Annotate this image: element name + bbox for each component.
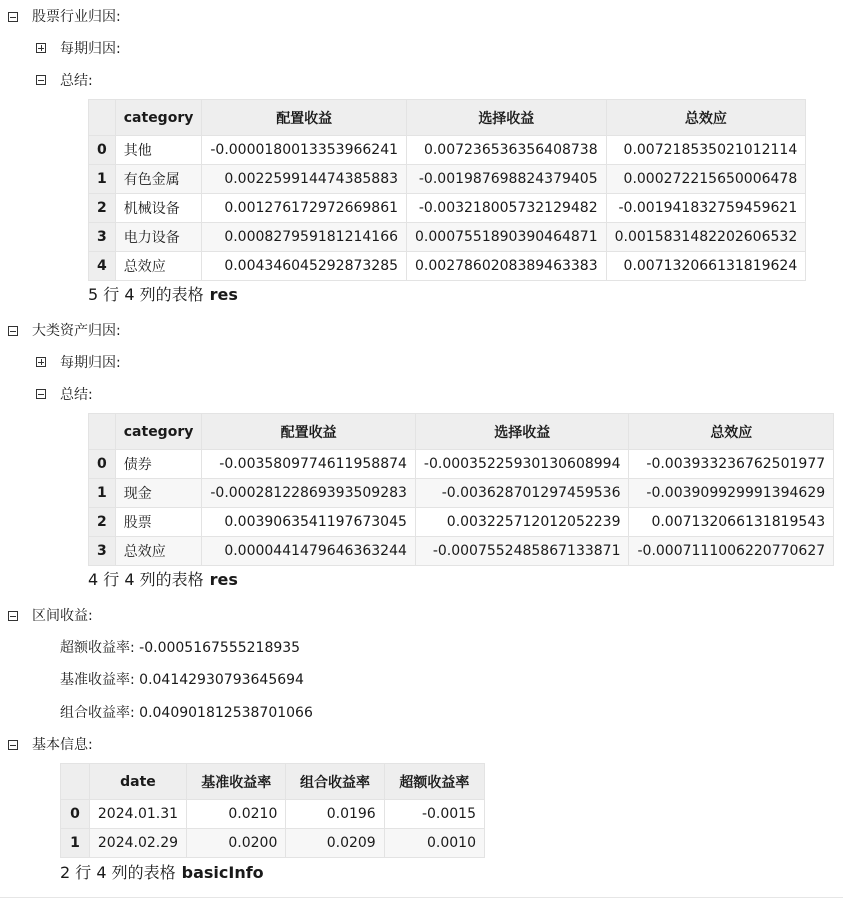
excess-return-line: 超额收益率: -0.0005167555218935 xyxy=(60,640,301,656)
section-title-basic: 基本信息: xyxy=(32,737,93,753)
cell-portfolio: 0.0196 xyxy=(286,800,384,829)
stock-table-caption xyxy=(88,284,238,306)
cell-category: 机械设备 xyxy=(115,194,202,223)
cell-select: 0.0007551890390464871 xyxy=(407,223,607,252)
table-row xyxy=(61,829,485,858)
column-header: 组合收益率 xyxy=(286,764,384,800)
caption-text: 5 行 4 列的表格 xyxy=(88,285,204,304)
table-row xyxy=(89,136,806,165)
table-row xyxy=(89,252,806,281)
cell-category: 现金 xyxy=(115,479,202,508)
cell-portfolio: 0.0209 xyxy=(286,829,384,858)
index-header xyxy=(89,100,116,136)
cell-alloc: 0.004346045292873285 xyxy=(202,252,407,281)
section-title-stock: 股票行业归因: xyxy=(32,9,121,25)
table-row xyxy=(89,194,806,223)
cell-select: -0.003628701297459536 xyxy=(415,479,629,508)
expand-toggle-asset-period[interactable] xyxy=(36,357,46,367)
row-index: 4 xyxy=(89,252,116,281)
table-row xyxy=(89,165,806,194)
cell-excess: 0.0010 xyxy=(384,829,484,858)
cell-select: -0.003218005732129482 xyxy=(407,194,607,223)
cell-alloc: 0.000827959181214166 xyxy=(202,223,407,252)
row-index: 3 xyxy=(89,537,116,566)
cell-alloc: -0.0035809774611958874 xyxy=(202,450,416,479)
cell-total: 0.007132066131819543 xyxy=(629,508,834,537)
cell-total: -0.003933236762501977 xyxy=(629,450,834,479)
row-index: 2 xyxy=(89,508,116,537)
cell-category: 债券 xyxy=(115,450,202,479)
cell-alloc: -0.00028122869393509283 xyxy=(202,479,416,508)
cell-select: 0.0027860208389463383 xyxy=(407,252,607,281)
benchmark-return-line: 基准收益率: 0.04142930793645694 xyxy=(60,672,304,688)
cell-date: 2024.01.31 xyxy=(89,800,186,829)
cell-total: -0.0007111006220770627 xyxy=(629,537,834,566)
expand-toggle-stock-period[interactable] xyxy=(36,43,46,53)
cell-category: 总效应 xyxy=(115,252,202,281)
cell-alloc: -0.0000180013353966241 xyxy=(202,136,407,165)
column-header: category xyxy=(115,414,202,450)
basic-info-table xyxy=(60,763,485,858)
column-header: 总效应 xyxy=(629,414,834,450)
collapse-toggle-asset[interactable] xyxy=(8,326,18,336)
cell-category: 电力设备 xyxy=(115,223,202,252)
caption-variable-name: res xyxy=(209,570,238,589)
column-header: date xyxy=(89,764,186,800)
cell-select: -0.00035225930130608994 xyxy=(415,450,629,479)
caption-text: 2 行 4 列的表格 xyxy=(60,863,176,882)
table-row xyxy=(61,800,485,829)
period-label-stock: 每期归因: xyxy=(60,41,121,57)
collapse-toggle-basic[interactable] xyxy=(8,740,18,750)
table-header-row xyxy=(61,764,485,800)
column-header: category xyxy=(115,100,202,136)
table-row xyxy=(89,479,834,508)
cell-select: -0.001987698824379405 xyxy=(407,165,607,194)
column-header: 选择收益 xyxy=(407,100,607,136)
cell-select: 0.007236536356408738 xyxy=(407,136,607,165)
cell-category: 有色金属 xyxy=(115,165,202,194)
table-header-row xyxy=(89,100,806,136)
cell-total: 0.007132066131819624 xyxy=(606,252,806,281)
cell-benchmark: 0.0200 xyxy=(187,829,286,858)
cell-category: 总效应 xyxy=(115,537,202,566)
cell-excess: -0.0015 xyxy=(384,800,484,829)
cell-total: -0.003909929991394629 xyxy=(629,479,834,508)
row-index: 2 xyxy=(89,194,116,223)
table-row xyxy=(89,537,834,566)
row-index: 3 xyxy=(89,223,116,252)
row-index: 0 xyxy=(61,800,90,829)
column-header: 配置收益 xyxy=(202,414,416,450)
cell-alloc: 0.0039063541197673045 xyxy=(202,508,416,537)
cell-select: 0.003225712012052239 xyxy=(415,508,629,537)
row-index: 1 xyxy=(61,829,90,858)
index-header xyxy=(61,764,90,800)
period-label-asset: 每期归因: xyxy=(60,355,121,371)
cell-total: 0.007218535021012114 xyxy=(606,136,806,165)
column-header: 超额收益率 xyxy=(384,764,484,800)
section-title-interval: 区间收益: xyxy=(32,608,93,624)
cell-category: 股票 xyxy=(115,508,202,537)
cell-alloc: 0.002259914474385883 xyxy=(202,165,407,194)
index-header xyxy=(89,414,116,450)
cell-total: -0.001941832759459621 xyxy=(606,194,806,223)
cell-alloc: 0.0000441479646363244 xyxy=(202,537,416,566)
caption-text: 4 行 4 列的表格 xyxy=(88,570,204,589)
table-header-row xyxy=(89,414,834,450)
output-divider xyxy=(0,897,843,898)
table-row xyxy=(89,508,834,537)
table-row xyxy=(89,223,806,252)
collapse-toggle-stock-summary[interactable] xyxy=(36,75,46,85)
column-header: 配置收益 xyxy=(202,100,407,136)
cell-total: 0.0015831482202606532 xyxy=(606,223,806,252)
caption-variable-name: basicInfo xyxy=(181,863,264,882)
asset-summary-table xyxy=(88,413,834,566)
section-title-asset: 大类资产归因: xyxy=(32,323,121,339)
cell-alloc: 0.001276172972669861 xyxy=(202,194,407,223)
cell-category: 其他 xyxy=(115,136,202,165)
cell-select: -0.0007552485867133871 xyxy=(415,537,629,566)
row-index: 0 xyxy=(89,136,116,165)
cell-date: 2024.02.29 xyxy=(89,829,186,858)
table-row xyxy=(89,450,834,479)
row-index: 0 xyxy=(89,450,116,479)
column-header: 基准收益率 xyxy=(187,764,286,800)
collapse-toggle-stock[interactable] xyxy=(8,12,18,22)
column-header: 选择收益 xyxy=(415,414,629,450)
column-header: 总效应 xyxy=(606,100,806,136)
collapse-toggle-interval[interactable] xyxy=(8,611,18,621)
stock-summary-table xyxy=(88,99,806,281)
row-index: 1 xyxy=(89,165,116,194)
basic-table-caption xyxy=(60,862,264,884)
asset-table-caption xyxy=(88,569,238,591)
collapse-toggle-asset-summary[interactable] xyxy=(36,389,46,399)
cell-benchmark: 0.0210 xyxy=(187,800,286,829)
cell-total: 0.000272215650006478 xyxy=(606,165,806,194)
portfolio-return-line: 组合收益率: 0.040901812538701066 xyxy=(60,705,313,721)
caption-variable-name: res xyxy=(209,285,238,304)
row-index: 1 xyxy=(89,479,116,508)
summary-label-stock: 总结: xyxy=(60,73,93,89)
summary-label-asset: 总结: xyxy=(60,387,93,403)
